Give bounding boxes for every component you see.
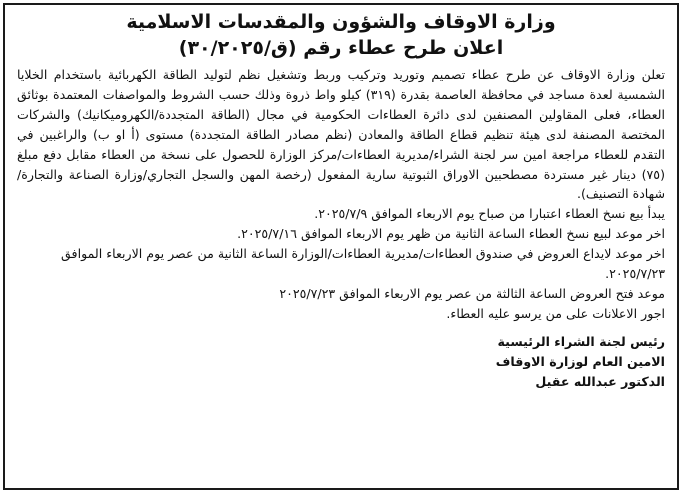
ad-fees-line: اجور الاعلانات على من يرسو عليه العطاء. bbox=[446, 305, 665, 321]
signature-block bbox=[17, 332, 665, 392]
signature-title: رئيس لجنة الشراء الرئيسية bbox=[497, 333, 665, 349]
tender-title: اعلان طرح عطاء رقم (ق/٣٠/٢٠٢٥) bbox=[178, 37, 504, 59]
intro-paragraph: تعلن وزارة الاوقاف عن طرح عطاء تصميم وتوريد وتركيب وربط وتشغيل نظم لتوليد الطاقة الكهربائية باستخدام الخلايا الشمسية لعدة مساجد في محافظة العاصمة بقدرة (٣١٩) كيلو واط ذروة وذلك حسب الشروط والمواصفات المعتمدة بوثائق العطاء، فعلى المقاولين المصنفين لدى دائرة العطاءات الحكومية في مجال (الطاقة المتجددة/الكهروميكانيك) والشركات المختصة المصنفة لدى هيئة تنظيم قطاع الطاقة والمعادن (نظم مصادر الطاقة المتجددة) مستوى (أ او ب) والراغبين في التقدم للعطاء مراجعة امين سر لجنة الشراء/مديرية العطاءات/مركز الوزارة للحصول على نسخة من العطاء مقابل دفع مبلغ (٧٥) دينار غير مستردة مصطحبين الاوراق الثبوتية سارية المفعول (رخصة المهن والسجل التجاري/وزارة الصناعة والتجارة/شهادة التصنيف). bbox=[17, 67, 665, 202]
sale-start-line: يبدأ بيع نسخ العطاء اعتبارا من صباح يوم الاربعاء الموافق ٢٠٢٥/٧/٩. bbox=[314, 206, 665, 222]
submission-deadline-line: اخر موعد لايداع العروض في صندوق العطاءات/مديرية العطاءات/الوزارة الساعة الثانية من عصر يوم الاربعاء الموافق ٢٠٢٥/٧/٢٣. bbox=[61, 246, 665, 282]
signature-position: الامين العام لوزارة الاوقاف bbox=[495, 353, 665, 369]
ministry-title: وزارة الاوقاف والشؤون والمقدسات الاسلامية bbox=[126, 11, 556, 33]
signature-name: الدكتور عبدالله عقيل bbox=[535, 373, 665, 389]
sale-end-line: اخر موعد لبيع نسخ العطاء الساعة الثانية من ظهر يوم الاربعاء الموافق ٢٠٢٥/٧/١٦. bbox=[237, 226, 665, 242]
announcement-frame bbox=[3, 3, 679, 490]
opening-line: موعد فتح العروض الساعة الثالثة من عصر يوم الاربعاء الموافق ٢٠٢٥/٧/٢٣ bbox=[279, 285, 665, 301]
